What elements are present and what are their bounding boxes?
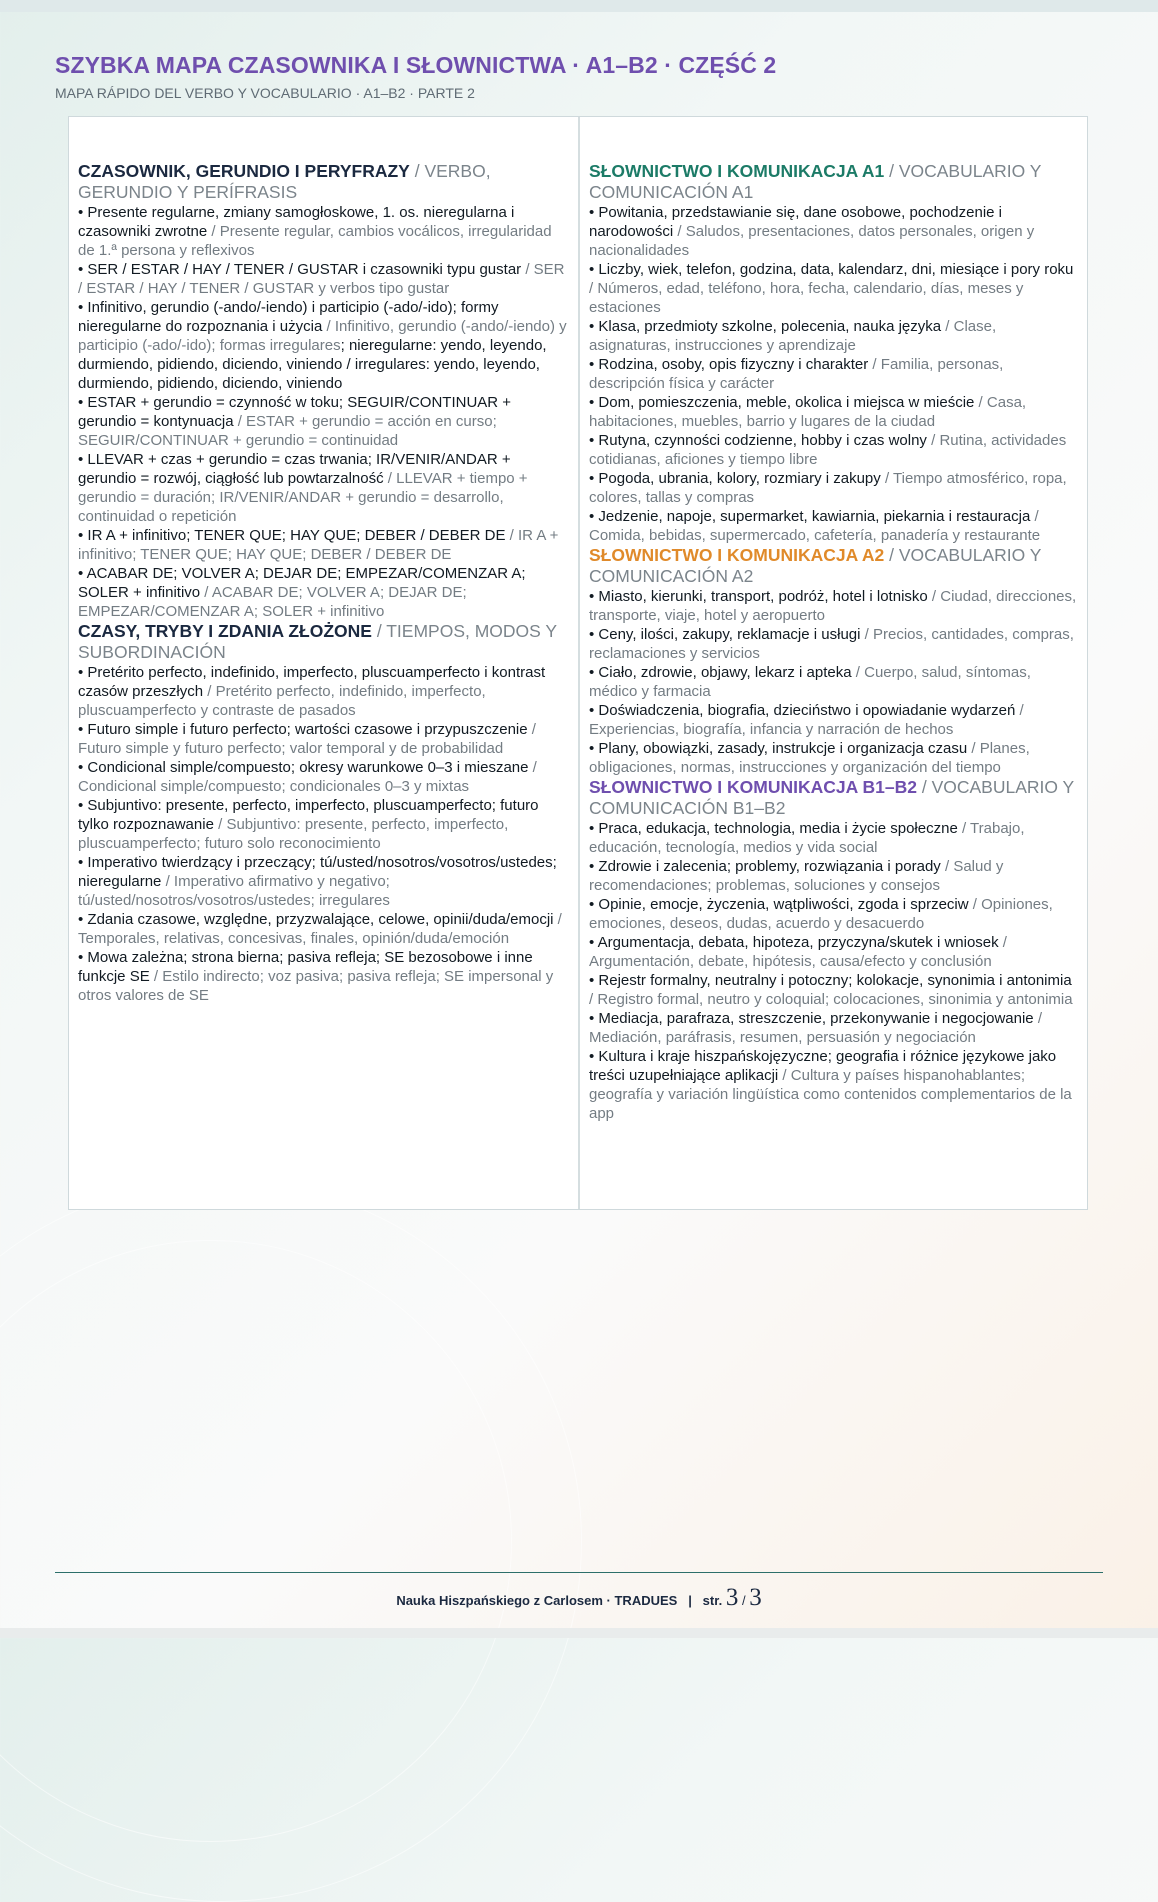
- footer-separator: |: [688, 1593, 692, 1608]
- item-text-es: Futuro simple y futuro perfecto; valor temporal y de probabilidad: [78, 740, 504, 757]
- item-text-pl: • Klasa, przedmioty szkolne, polecenia, nauka języka: [589, 318, 942, 335]
- item-separator: /: [1015, 702, 1024, 719]
- list-item: [78, 796, 570, 853]
- topic-list: [589, 203, 1079, 545]
- item-separator: /: [868, 356, 881, 373]
- item-text-es: Clase, asignaturas, instrucciones y aprendizaje: [589, 318, 997, 354]
- footer-divider: [55, 1572, 1103, 1573]
- item-separator: /: [926, 432, 940, 449]
- heading-separator: /: [409, 161, 425, 181]
- item-text-pl: • Rutyna, czynności codzienne, hobby i czas wolny: [589, 432, 927, 449]
- item-text-es: IR A + infinitivo; TENER QUE; HAY QUE; DEBER / DEBER DE: [78, 527, 559, 563]
- item-text-es: Precios, cantidades, compras, reclamaciones y servicios: [589, 626, 1074, 662]
- item-text-pl: • LLEVAR + czas + gerundio = czas trwania; IR/VENIR/ANDAR + gerundio = rozwój, ciągłość lub powtarzalność: [78, 451, 511, 487]
- list-item: [589, 260, 1079, 317]
- list-item: [78, 758, 570, 796]
- item-separator: /: [860, 626, 873, 643]
- item-separator: /: [322, 318, 335, 335]
- item-text-es: Condicional simple/compuesto; condicionales 0–3 y mixtas: [78, 778, 470, 795]
- list-item: [589, 507, 1079, 545]
- item-text-pl: • Powitania, przedstawianie się, dane osobowe, pochodzenie i narodowości: [589, 204, 1003, 240]
- list-item: [589, 933, 1079, 971]
- section-heading-pl: CZASOWNIK, GERUNDIO I PERYFRAZY: [78, 161, 410, 181]
- bottom-strip: [0, 1628, 1158, 1638]
- item-text-es: Familia, personas, descripción física y carácter: [589, 356, 1004, 392]
- item-text-pl: • Subjuntivo: presente, perfecto, imperfecto, pluscuamperfecto; futuro tylko rozpoznawanie: [78, 797, 539, 833]
- topic-list: [78, 203, 570, 621]
- list-item: [589, 469, 1079, 507]
- item-separator: /: [851, 664, 865, 681]
- section-heading: [589, 161, 1079, 203]
- item-text-es: Casa, habitaciones, muebles, barrio y lugares de la ciudad: [589, 394, 1027, 430]
- list-item: [78, 203, 570, 260]
- item-separator: /: [967, 740, 980, 757]
- left-column: [69, 117, 578, 1209]
- item-separator: /: [233, 413, 247, 430]
- item-text-pl: • IR A + infinitivo; TENER QUE; HAY QUE; DEBER / DEBER DE: [78, 527, 506, 544]
- item-text-es: SER / ESTAR / HAY / TENER / GUSTAR y verbos tipo gustar: [78, 261, 565, 297]
- section-heading: [589, 777, 1079, 819]
- item-text-es: Temporales, relativas, concesivas, finales, opinión/duda/emoción: [78, 930, 510, 947]
- item-text-pl: • Rodzina, osoby, opis fizyczny i charakter: [589, 356, 869, 373]
- item-text-es: Estilo indirecto; voz pasiva; pasiva refleja; SE impersonal y otros valores de SE: [78, 968, 554, 1004]
- item-text-pl: • Doświadczenia, biografia, dzieciństwo i opowiadanie wydarzeń: [589, 702, 1016, 719]
- page-current: 3: [725, 1584, 739, 1611]
- list-item: [589, 895, 1079, 933]
- page-slash: /: [741, 1593, 746, 1608]
- list-item: [78, 564, 570, 621]
- list-item: [589, 701, 1079, 739]
- item-separator: /: [207, 223, 220, 240]
- list-item: [589, 739, 1079, 777]
- heading-separator: /: [884, 161, 899, 181]
- item-separator: /: [505, 527, 518, 544]
- page-total: 3: [749, 1584, 762, 1611]
- item-separator: /: [880, 470, 894, 487]
- item-separator: /: [673, 223, 686, 240]
- item-text-pl: • SER / ESTAR / HAY / TENER / GUSTAR i czasowniki typu gustar: [78, 261, 522, 278]
- item-text-es: LLEVAR + tiempo + gerundio = duración; IR/VENIR/ANDAR + gerundio = desarrollo, continuidad o repetición: [78, 470, 528, 525]
- section-heading-pl: CZASY, TRYBY I ZDANIA ZŁOŻONE: [78, 621, 372, 641]
- item-text-es: Subjuntivo: presente, perfecto, imperfecto, pluscuamperfecto; futuro solo reconocimiento: [78, 816, 509, 852]
- item-separator: /: [940, 858, 954, 875]
- item-text-pl: • Ciało, zdrowie, objawy, lekarz i apteka: [589, 664, 852, 681]
- item-separator: /: [998, 934, 1007, 951]
- item-text-es: Registro formal, neutro y coloquial; colocaciones, sinonimia y antonimia: [597, 991, 1073, 1008]
- item-text-pl: • Liczby, wiek, telefon, godzina, data, kalendarz, dni, miesiące i pory roku: [589, 261, 1074, 278]
- section-heading-es: TIEMPOS, MODOS Y SUBORDINACIÓN: [78, 621, 557, 662]
- list-item: [589, 819, 1079, 857]
- item-text-pl: • Pogoda, ubrania, kolory, rozmiary i zakupy: [589, 470, 881, 487]
- section-heading-pl: SŁOWNICTWO I KOMUNIKACJA B1–B2: [589, 777, 917, 797]
- list-item: [78, 853, 570, 910]
- item-text-es: Pretérito perfecto, indefinido, imperfecto, pluscuamperfecto y contraste de pasados: [78, 683, 486, 719]
- section-heading-es: VOCABULARIO Y COMUNICACIÓN B1–B2: [589, 777, 1074, 818]
- list-item: [78, 663, 570, 720]
- item-text-pl: • ACABAR DE; VOLVER A; DEJAR DE; EMPEZAR/COMENZAR A; SOLER + infinitivo: [78, 565, 526, 601]
- item-text-pl: • Rejestr formalny, neutralny i potoczny; kolokacje, synonimia i antonimia: [589, 972, 1072, 989]
- item-text-es: Planes, obligaciones, normas, instrucciones y organización del tiempo: [589, 740, 1030, 776]
- item-text-es: Cuerpo, salud, síntomas, médico y farmacia: [589, 664, 1031, 700]
- section-heading-es: VERBO, GERUNDIO Y PERÍFRASIS: [78, 161, 491, 202]
- item-text-es: Saludos, presentaciones, datos personales, origen y nacionalidades: [589, 223, 1035, 259]
- item-text-es: Experiencias, biografía, infancia y narración de hechos: [589, 721, 954, 738]
- list-item: [589, 1009, 1079, 1047]
- item-text-es: ESTAR + gerundio = acción en curso; SEGUIR/CONTINUAR + gerundio = continuidad: [78, 413, 497, 449]
- topic-list: [589, 587, 1079, 777]
- item-text-es: Números, edad, teléfono, hora, fecha, calendario, días, meses y estaciones: [589, 280, 1024, 316]
- section-heading-es: VOCABULARIO Y COMUNICACIÓN A2: [589, 545, 1042, 586]
- item-separator: /: [1030, 508, 1039, 525]
- content-panel: [68, 116, 1088, 1210]
- item-separator: /: [974, 394, 987, 411]
- item-text-es: ACABAR DE; VOLVER A; DEJAR DE; EMPEZAR/COMENZAR A; SOLER + infinitivo: [78, 584, 467, 620]
- list-item: [78, 298, 570, 393]
- list-item: [589, 587, 1079, 625]
- section-heading-es: VOCABULARIO Y COMUNICACIÓN A1: [589, 161, 1042, 202]
- list-item: [589, 857, 1079, 895]
- heading-separator: /: [371, 621, 387, 641]
- list-item: [589, 393, 1079, 431]
- list-item: [589, 971, 1079, 1009]
- item-separator: /: [1033, 1010, 1042, 1027]
- list-item: [78, 910, 570, 948]
- item-text-pl: • Argumentacja, debata, hipoteza, przyczyna/skutek i wniosek: [589, 934, 999, 951]
- list-item: [78, 720, 570, 758]
- item-text-es: Mediación, paráfrasis, resumen, persuasión y negociación: [589, 1029, 976, 1046]
- list-item: [78, 393, 570, 450]
- list-item: [589, 355, 1079, 393]
- section-heading-pl: SŁOWNICTWO I KOMUNIKACJA A1: [589, 161, 885, 181]
- heading-separator: /: [884, 545, 899, 565]
- section-heading-pl: SŁOWNICTWO I KOMUNIKACJA A2: [589, 545, 885, 565]
- heading-separator: /: [916, 777, 932, 797]
- item-separator: /: [383, 470, 397, 487]
- item-separator: /: [927, 588, 941, 605]
- item-separator: /: [968, 896, 982, 913]
- item-separator: /: [957, 820, 971, 837]
- list-item: [589, 203, 1079, 260]
- item-text-es: Rutina, actividades cotidianas, aficiones y tiempo libre: [589, 432, 1067, 468]
- item-text-pl: • Jedzenie, napoje, supermarket, kawiarnia, piekarnia i restauracja: [589, 508, 1031, 525]
- item-separator: /: [589, 280, 598, 297]
- item-text-es: Comida, bebidas, supermercado, cafetería, panadería y restaurante: [589, 527, 1041, 544]
- topic-list: [78, 663, 570, 1005]
- item-text-pl: • ESTAR + gerundio = czynność w toku; SEGUIR/CONTINUAR + gerundio = kontynuacja: [78, 394, 512, 430]
- item-text-es: Cultura y países hispanohablantes; geografía y variación lingüística como contenidos complementarios de la app: [589, 1067, 1072, 1122]
- item-separator: /: [200, 584, 212, 601]
- item-separator: /: [161, 873, 174, 890]
- section-heading: [589, 545, 1079, 587]
- item-text-pl: • Opinie, emocje, życzenia, wątpliwości, zgoda i sprzeciw: [589, 896, 969, 913]
- page-subtitle: MAPA RÁPIDO DEL VERBO Y VOCABULARIO · A1–B2 · PARTE 2: [55, 85, 475, 101]
- item-separator: /: [521, 261, 534, 278]
- list-item: [78, 948, 570, 1005]
- item-separator: /: [527, 721, 536, 738]
- section-heading: [78, 161, 570, 203]
- list-item: [589, 625, 1079, 663]
- top-strip: [0, 0, 1158, 12]
- item-separator: /: [941, 318, 954, 335]
- item-separator: /: [589, 991, 598, 1008]
- list-item: [589, 317, 1079, 355]
- item-text-es: Trabajo, educación, tecnología, medios y vida social: [589, 820, 1025, 856]
- item-text-es: Imperativo afirmativo y negativo; tú/usted/nosotros/vosotros/ustedes; irregulares: [78, 873, 390, 909]
- item-text-pl: • Miasto, kierunki, transport, podróż, hotel i lotnisko: [589, 588, 928, 605]
- item-text-tail: ; nieregularne: yendo, leyendo, durmiendo, pidiendo, diciendo, viniendo / irregulares: yendo, leyendo, durmiendo, pidiendo, diciendo, viniendo: [78, 337, 547, 392]
- list-item: [589, 431, 1079, 469]
- item-separator: /: [149, 968, 163, 985]
- footer-brand: Nauka Hiszpańskiego z Carlosem · TRADUES: [396, 1593, 678, 1608]
- item-text-pl: • Mowa zależna; strona bierna; pasiva refleja; SE bezosobowe i inne funkcje SE: [78, 949, 533, 985]
- list-item: [78, 450, 570, 526]
- section-heading: [78, 621, 570, 663]
- list-item: [589, 1047, 1079, 1123]
- topic-list: [589, 819, 1079, 1123]
- item-text-es: Tiempo atmosférico, ropa, colores, tallas y compras: [589, 470, 1067, 506]
- list-item: [78, 526, 570, 564]
- page-prefix: str.: [702, 1593, 723, 1608]
- item-separator: /: [213, 816, 227, 833]
- item-text-pl: • Pretérito perfecto, indefinido, imperfecto, pluscuamperfecto i kontrast czasów przeszłych: [78, 664, 546, 700]
- list-item: [589, 663, 1079, 701]
- item-text-es: Argumentación, debate, hipótesis, causa/efecto y conclusión: [589, 953, 992, 970]
- item-text-pl: • Presente regularne, zmiany samogłoskowe, 1. os. nieregularna i czasowniki zwrotne: [78, 204, 515, 240]
- item-text-pl: • Dom, pomieszczenia, meble, okolica i miejsca w mieście: [589, 394, 975, 411]
- list-item: [78, 260, 570, 298]
- item-text-es: Opiniones, emociones, deseos, dudas, acuerdo y desacuerdo: [589, 896, 1053, 932]
- item-text-pl: • Infinitivo, gerundio (-ando/-iendo) i participio (-ado/-ido); formy nieregularne do rozpoznania i użycia: [78, 299, 499, 335]
- right-column: [578, 117, 1087, 1209]
- item-text-pl: • Kultura i kraje hiszpańskojęzyczne; geografia i różnice językowe jako treści uzupełniające aplikacji: [589, 1048, 1057, 1084]
- page-header: [55, 52, 776, 101]
- item-text-pl: • Condicional simple/compuesto; okresy warunkowe 0–3 i mieszane: [78, 759, 529, 776]
- item-text-pl: • Zdania czasowe, względne, przyzwalające, celowe, opinii/duda/emocji: [78, 911, 554, 928]
- page-title: SZYBKA MAPA CZASOWNIKA I SŁOWNICTWA · A1–B2 · CZĘŚĆ 2: [55, 52, 777, 78]
- item-text-es: Presente regular, cambios vocálicos, irregularidad de 1.ª persona y reflexivos: [78, 223, 552, 259]
- item-text-pl: • Futuro simple i futuro perfecto; wartości czasowe i przypuszczenie: [78, 721, 528, 738]
- item-separator: /: [528, 759, 537, 776]
- item-text-es: Infinitivo, gerundio (-ando/-iendo) y participio (-ado/-ido); formas irregulares: [78, 318, 567, 354]
- item-text-pl: • Ceny, ilości, zakupy, reklamacje i usługi: [589, 626, 861, 643]
- page-footer: [0, 1584, 1158, 1612]
- item-text-pl: • Plany, obowiązki, zasady, instrukcje i organizacja czasu: [589, 740, 968, 757]
- item-text-pl: • Imperativo twierdzący i przeczący; tú/usted/nosotros/vosotros/ustedes; nieregularne: [78, 854, 557, 890]
- item-text-es: Salud y recomendaciones; problemas, soluciones y consejos: [589, 858, 1004, 894]
- item-text-pl: • Mediacja, parafraza, streszczenie, przekonywanie i negocjowanie: [589, 1010, 1034, 1027]
- item-separator: /: [203, 683, 216, 700]
- item-separator: /: [553, 911, 562, 928]
- item-separator: /: [778, 1067, 791, 1084]
- item-text-pl: • Praca, edukacja, technologia, media i życie społeczne: [589, 820, 958, 837]
- item-text-es: Ciudad, direcciones, transporte, viaje, hotel y aeropuerto: [589, 588, 1077, 624]
- item-text-pl: • Zdrowie i zalecenia; problemy, rozwiązania i porady: [589, 858, 941, 875]
